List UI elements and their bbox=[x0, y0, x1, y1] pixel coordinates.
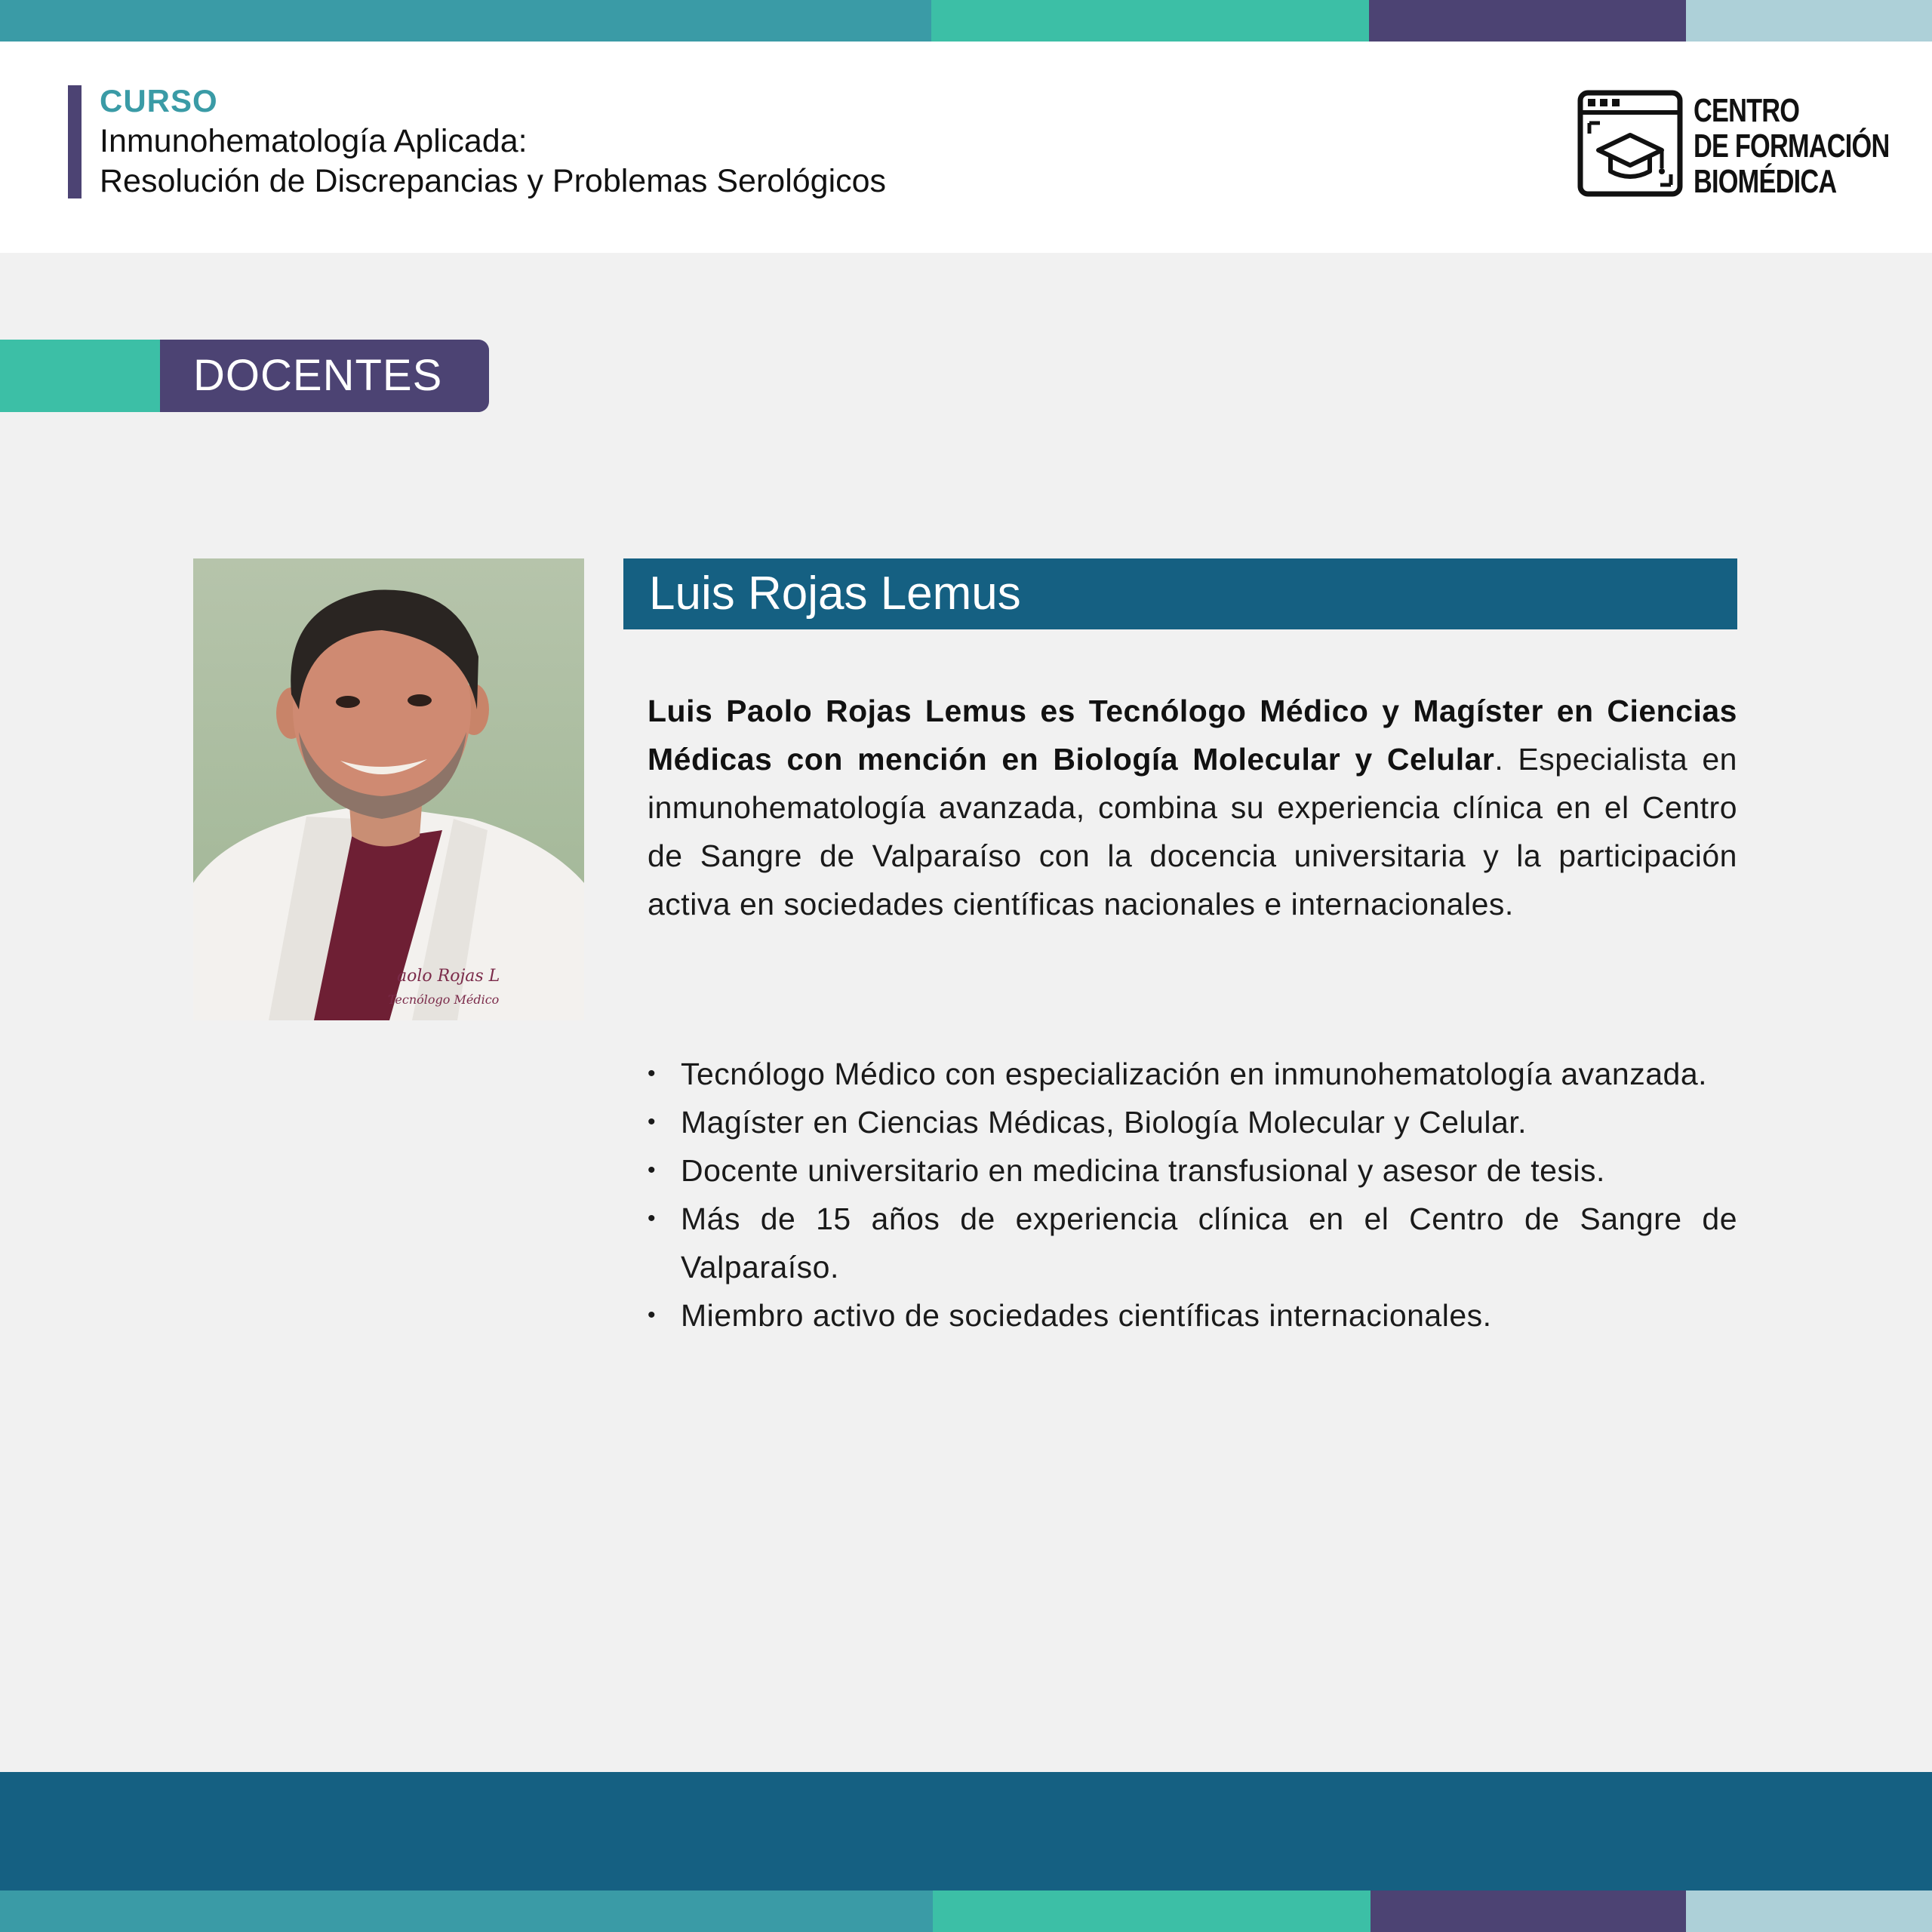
instructor-portrait-illustration bbox=[193, 558, 584, 1020]
course-title-line-2: Resolución de Discrepancias y Problemas Serológicos bbox=[100, 163, 887, 199]
header bbox=[0, 42, 1932, 253]
logo-line-2: DE FORMACIÓN bbox=[1694, 128, 1890, 165]
brand-logo bbox=[1577, 90, 1890, 203]
header-accent-bar bbox=[68, 85, 82, 198]
list-item: • Magíster en Ciencias Médicas, Biología Molecular y Celular. bbox=[648, 1098, 1737, 1146]
instructor-photo bbox=[193, 558, 584, 1020]
instructor-name-bar bbox=[623, 558, 1737, 629]
brand-logo-text bbox=[1694, 93, 1889, 199]
logo-line-3: BIOMÉDICA bbox=[1694, 163, 1837, 200]
footer-band bbox=[0, 1772, 1932, 1890]
instructor-name: Luis Rojas Lemus bbox=[649, 568, 1021, 620]
list-item: • Docente universitario en medicina transfusional y asesor de tesis. bbox=[648, 1146, 1737, 1195]
stripe-segment-pale-blue bbox=[1686, 0, 1932, 42]
top-color-stripe bbox=[0, 0, 1932, 42]
stripe-segment-teal-dark bbox=[0, 0, 931, 42]
course-title-line-1: Inmunohematología Aplicada: bbox=[100, 123, 528, 159]
stripe-segment-purple bbox=[1371, 1890, 1686, 1932]
stripe-segment-teal-light bbox=[931, 0, 1369, 42]
stripe-segment-teal-light bbox=[933, 1890, 1371, 1932]
section-tab bbox=[0, 340, 489, 412]
stripe-segment-purple bbox=[1369, 0, 1686, 42]
course-title bbox=[100, 122, 886, 202]
instructor-bio bbox=[648, 687, 1737, 928]
instructor-credentials-list bbox=[648, 1050, 1737, 1340]
instructor-bio-highlight: Luis Paolo Rojas Lemus es Tecnólogo Médico y Magíster en Ciencias Médicas con mención en Biología Molecular y Celular bbox=[648, 694, 1737, 777]
instructor-bio-text: . Especialista en inmunohematología avanzada, combina su experiencia clínica en el Centro de Sangre de Valparaíso con la docencia universitaria y la participación activa en sociedades científicas nacionales e internacionales. bbox=[648, 742, 1737, 921]
course-label: CURSO bbox=[100, 83, 218, 118]
stripe-segment-pale-blue bbox=[1686, 1890, 1932, 1932]
list-item: • Más de 15 años de experiencia clínica en el Centro de Sangre de Valparaíso. bbox=[648, 1195, 1737, 1291]
coat-embroidery-title: Tecnólogo Médico bbox=[388, 992, 500, 1007]
section-tab-accent bbox=[0, 340, 160, 412]
list-item: • Tecnólogo Médico con especialización en inmunohematología avanzada. bbox=[648, 1050, 1737, 1098]
section-title: DOCENTES bbox=[160, 340, 489, 412]
stripe-segment-teal-dark bbox=[0, 1890, 933, 1932]
list-item: • Miembro activo de sociedades científicas internacionales. bbox=[648, 1291, 1737, 1340]
coat-embroidery-name: aolo Rojas L bbox=[397, 967, 500, 986]
graduation-cap-window-icon bbox=[1577, 90, 1683, 197]
bottom-color-stripe bbox=[0, 1890, 1932, 1932]
logo-line-1: CENTRO bbox=[1694, 92, 1800, 129]
